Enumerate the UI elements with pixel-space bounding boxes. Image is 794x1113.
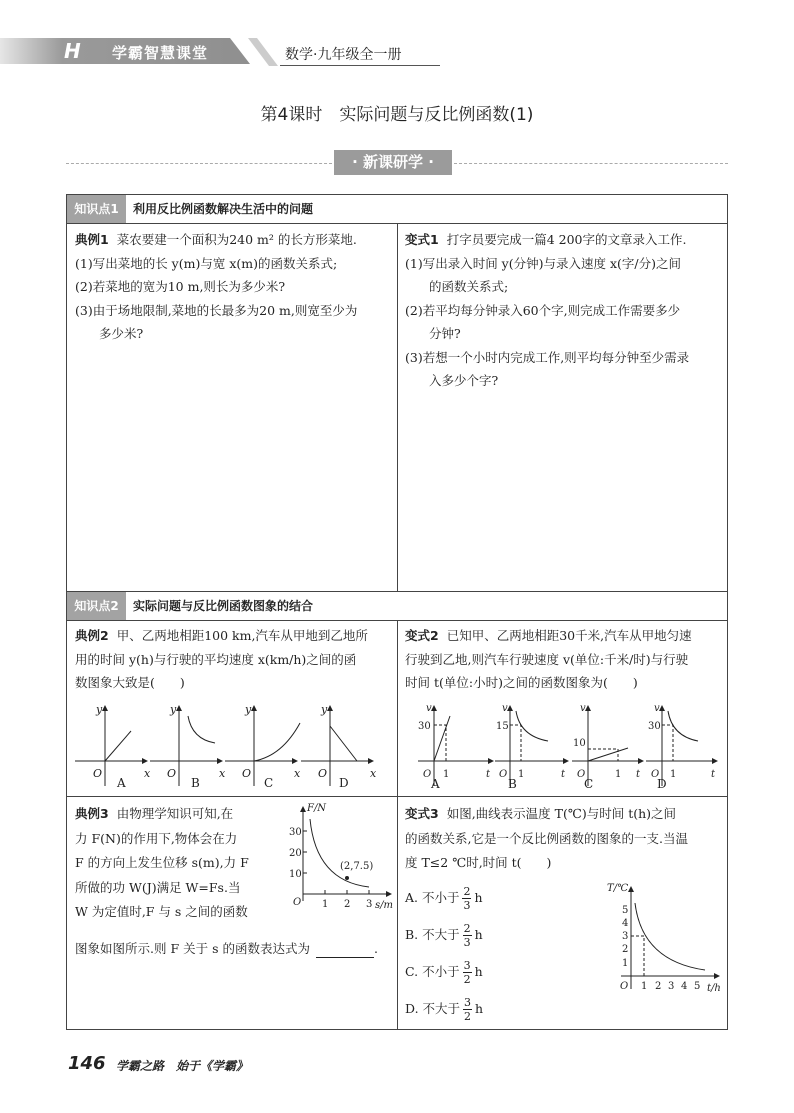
header-divider bbox=[248, 38, 278, 66]
text-line: (3)由于场地限制,菜地的长最多为20 m,则宽至少为 bbox=[75, 302, 358, 318]
knowledge-tag: 知识点2 bbox=[67, 592, 126, 620]
tick-label: 10 bbox=[289, 869, 302, 880]
origin-label: O bbox=[318, 767, 328, 780]
knowledge-point-2-header bbox=[67, 592, 727, 621]
answer-blank[interactable] bbox=[316, 937, 374, 958]
axis-label: T/℃ bbox=[607, 883, 629, 894]
tick-label: 30 bbox=[648, 721, 661, 732]
tick-label: 1 bbox=[322, 899, 329, 910]
variant-2 bbox=[405, 624, 723, 695]
divider-right bbox=[454, 163, 728, 164]
text-line: 行驶到乙地,则汽车行驶速度 v(单位:千米/时)与行驶 bbox=[405, 651, 689, 667]
graph-d bbox=[301, 706, 373, 786]
column-divider bbox=[397, 223, 398, 591]
origin-label: O bbox=[620, 981, 629, 992]
knowledge-title: 利用反比例函数解决生活中的问题 bbox=[133, 202, 314, 216]
origin-label: O bbox=[167, 767, 177, 780]
tick-label: 3 bbox=[366, 899, 373, 910]
example-label: 典例2 bbox=[75, 628, 109, 643]
origin-label: O bbox=[242, 767, 252, 780]
axis-label: t bbox=[486, 769, 491, 780]
axis-label: y bbox=[170, 703, 177, 716]
tick-label: 1 bbox=[518, 769, 525, 780]
tick-label: 5 bbox=[694, 981, 701, 992]
book-title: 数学·九年级全一册 bbox=[285, 47, 402, 63]
text-line: 多少米? bbox=[99, 326, 144, 341]
axis-label: t bbox=[711, 769, 716, 780]
axis-label: t bbox=[561, 769, 566, 780]
logo: H bbox=[64, 39, 81, 63]
axis-label: t/h bbox=[707, 983, 721, 994]
text-line: 的函数关系式; bbox=[429, 279, 509, 294]
text-line: 分钟? bbox=[429, 326, 461, 341]
header-underline bbox=[280, 65, 440, 66]
axis-label: s/m bbox=[375, 900, 393, 911]
option-label: A bbox=[431, 777, 440, 791]
text-line: . bbox=[373, 941, 378, 956]
text-line: 图象如图所示.则 F 关于 s 的函数表达式为 bbox=[75, 941, 310, 956]
text-line: 所做的功 W(J)满足 W=Fs.当 bbox=[75, 879, 241, 895]
origin-label: O bbox=[423, 769, 432, 780]
origin-label: O bbox=[577, 769, 586, 780]
option-a[interactable]: A. 不小于 $\frac{2}{3}$ h bbox=[405, 885, 483, 912]
variant-1 bbox=[405, 228, 723, 393]
tick-label: 4 bbox=[622, 918, 629, 929]
tick-label: 1 bbox=[641, 981, 648, 992]
text-line: 用的时间 y(h)与行驶的平均速度 x(km/h)之间的函 bbox=[75, 651, 357, 667]
axis-label: F/N bbox=[307, 803, 327, 814]
tick-label: 30 bbox=[418, 721, 431, 732]
curve bbox=[635, 903, 705, 970]
axis-label: v bbox=[654, 703, 660, 714]
tick-label: 5 bbox=[622, 905, 629, 916]
fraction: $\frac{3}{2}$ bbox=[463, 959, 471, 986]
fraction: $\frac{2}{3}$ bbox=[463, 885, 471, 912]
variant-2-option-graphs bbox=[398, 701, 728, 791]
axis-label: y bbox=[245, 703, 252, 716]
text-line: F 的方向上发生位移 s(m),力 F bbox=[75, 855, 249, 870]
curve bbox=[310, 819, 369, 887]
option-b[interactable]: B. 不大于 $\frac{2}{3}$ h bbox=[405, 922, 483, 949]
text-line: (2)若菜地的宽为10 m,则长为多少米? bbox=[75, 279, 286, 294]
knowledge-point-1-header bbox=[67, 195, 727, 224]
variant-label: 变式3 bbox=[405, 806, 439, 821]
text-line: 菜农要建一个面积为240 m² 的长方形菜地. bbox=[116, 232, 357, 247]
variant-3 bbox=[405, 802, 723, 876]
option-c[interactable]: C. 不小于 $\frac{3}{2}$ h bbox=[405, 959, 483, 986]
tick-label: 3 bbox=[668, 981, 675, 992]
tick-label: 4 bbox=[681, 981, 688, 992]
tick-label: 2 bbox=[655, 981, 662, 992]
graph-b bbox=[150, 706, 222, 786]
axis-label: v bbox=[580, 703, 586, 714]
axis-label: x bbox=[219, 767, 226, 780]
tick-label: 20 bbox=[289, 848, 302, 859]
origin-label: O bbox=[651, 769, 660, 780]
axis-label: y bbox=[96, 703, 103, 716]
option-label: C bbox=[584, 777, 594, 791]
tick-label: 1 bbox=[622, 958, 629, 969]
text-line: 打字员要完成一篇4 200字的文章录入工作. bbox=[446, 232, 687, 247]
axis-label: v bbox=[426, 703, 432, 714]
variant-label: 变式1 bbox=[405, 232, 439, 247]
axis-label: x bbox=[370, 767, 377, 780]
knowledge-tag: 知识点1 bbox=[67, 195, 126, 223]
axis-label: v bbox=[502, 703, 508, 714]
option-label: B bbox=[191, 776, 200, 790]
tick-label: 30 bbox=[289, 827, 302, 838]
text-line: 度 T≤2 ℃时,时间 t( ) bbox=[405, 855, 552, 870]
text-line: 力 F(N)的作用下,物体会在力 bbox=[75, 830, 238, 846]
page-number: 146 bbox=[68, 1053, 106, 1074]
knowledge-title: 实际问题与反比例函数图象的结合 bbox=[133, 599, 314, 613]
example-3 bbox=[75, 802, 279, 925]
example-2 bbox=[75, 624, 393, 695]
example-2-option-graphs bbox=[67, 701, 397, 791]
brand-name: 学霸智慧课堂 bbox=[112, 44, 209, 62]
text-line: 已知甲、乙两地相距30千米,汽车从甲地匀速 bbox=[446, 628, 692, 643]
text-line: 的函数关系,它是一个反比例函数的图象的一支.当温 bbox=[405, 830, 688, 846]
footer-slogan: 学霸之路 始于《学霸》 bbox=[116, 1059, 249, 1073]
text-line: (2)若平均每分钟录入60个字,则完成工作需要多少 bbox=[405, 302, 681, 318]
tick-label: 1 bbox=[443, 769, 450, 780]
variant-label: 变式2 bbox=[405, 628, 439, 643]
text-line: 入多少个字? bbox=[429, 373, 499, 388]
tick-label: 3 bbox=[622, 931, 629, 942]
option-d[interactable]: D. 不大于 $\frac{3}{2}$ h bbox=[405, 996, 484, 1023]
tick-label: 2 bbox=[344, 899, 351, 910]
text-line: 如图,曲线表示温度 T(℃)与时间 t(h)之间 bbox=[446, 806, 677, 821]
example-label: 典例1 bbox=[75, 232, 109, 247]
point-label: (2,7.5) bbox=[340, 861, 374, 872]
row-divider bbox=[67, 796, 727, 797]
option-label: D bbox=[657, 777, 667, 791]
text-line: (1)写出菜地的长 y(m)与宽 x(m)的函数关系式; bbox=[75, 255, 338, 271]
text-line: (3)若想一个小时内完成工作,则平均每分钟至少需录 bbox=[405, 349, 690, 365]
option-label: A bbox=[117, 776, 126, 790]
origin-label: O bbox=[499, 769, 508, 780]
axis-label: x bbox=[294, 767, 301, 780]
graph-c bbox=[225, 706, 300, 786]
origin-label: O bbox=[93, 767, 103, 780]
column-divider bbox=[397, 620, 398, 1030]
tick-label: 1 bbox=[670, 769, 677, 780]
axis-label: y bbox=[321, 703, 328, 716]
lesson-title: 第4课时 实际问题与反比例函数(1) bbox=[260, 105, 534, 125]
example-3-chart bbox=[285, 801, 397, 911]
text-line: 由物理学知识可知,在 bbox=[116, 806, 234, 821]
text-line: 甲、乙两地相距100 km,汽车从甲地到乙地所 bbox=[116, 628, 368, 643]
option-label: C bbox=[264, 776, 274, 790]
variant-3-options bbox=[405, 879, 601, 1027]
variant-3-chart bbox=[607, 881, 727, 996]
example-1 bbox=[75, 228, 393, 346]
tick-label: 10 bbox=[573, 738, 586, 749]
origin-label: O bbox=[293, 897, 302, 908]
tick-label: 2 bbox=[622, 944, 629, 955]
example-3-question bbox=[75, 937, 393, 962]
data-point bbox=[345, 876, 349, 880]
lesson-table bbox=[66, 194, 728, 1030]
fraction: $\frac{2}{3}$ bbox=[463, 922, 471, 949]
axis-label: t bbox=[636, 769, 641, 780]
text-line: W 为定值时,F 与 s 之间的函数 bbox=[75, 904, 248, 919]
tick-label: 15 bbox=[496, 721, 509, 732]
example-label: 典例3 bbox=[75, 806, 109, 821]
text-line: (1)写出录入时间 y(分钟)与录入速度 x(字/分)之间 bbox=[405, 255, 681, 271]
option-label: D bbox=[339, 776, 349, 790]
fraction: $\frac{3}{2}$ bbox=[464, 996, 472, 1023]
graph-a bbox=[75, 706, 147, 786]
option-label: B bbox=[508, 777, 517, 791]
axis-label: x bbox=[144, 767, 151, 780]
text-line: 时间 t(单位:小时)之间的函数图象为( ) bbox=[405, 675, 638, 690]
text-line: 数图象大致是( ) bbox=[75, 675, 185, 690]
section-badge: · 新课研学 · bbox=[334, 150, 452, 175]
tick-label: 1 bbox=[615, 769, 622, 780]
divider-left bbox=[66, 163, 332, 164]
